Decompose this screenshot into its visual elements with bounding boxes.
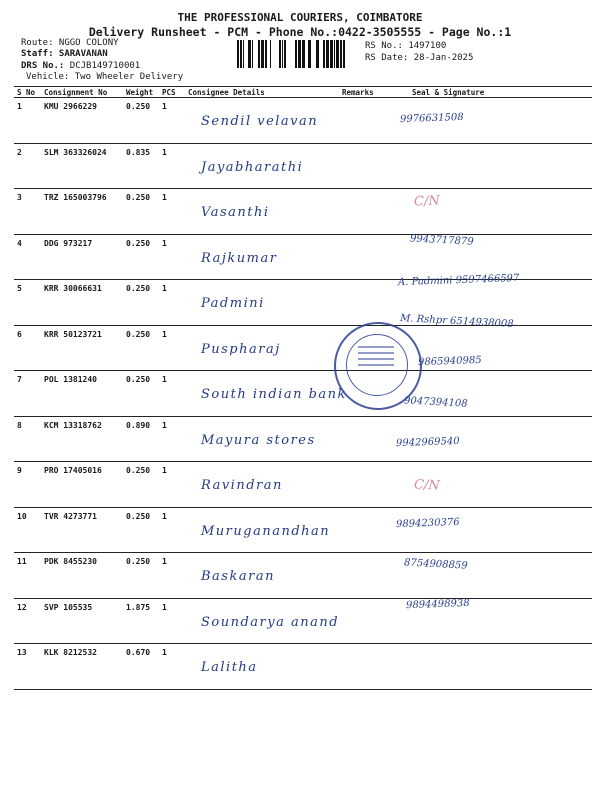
row-weight: 0.250 — [123, 98, 159, 144]
row-remarks — [339, 189, 396, 235]
row-signature: 9894230376 — [395, 516, 460, 531]
row-remarks — [339, 98, 396, 144]
barcode-bar — [298, 40, 301, 68]
row-pcs: 1 — [159, 234, 185, 280]
row-remarks — [339, 553, 396, 599]
row-remarks — [339, 416, 396, 462]
row-consignment-no: PRO 17405016 — [41, 462, 123, 508]
row-signature-cell — [396, 644, 592, 690]
barcode-bar — [316, 40, 319, 68]
barcode-bar — [323, 40, 325, 68]
row-weight: 0.250 — [123, 507, 159, 553]
row-signature: C/N — [413, 193, 440, 210]
col-header-consignee: Consignee Details — [185, 87, 339, 98]
row-signature: 9943717879 — [409, 232, 474, 248]
row-consignment-no: KLK 8212532 — [41, 644, 123, 690]
col-header-remarks: Remarks — [339, 87, 396, 98]
barcode-bar — [243, 40, 244, 68]
row-consignment-no: KMU 2966229 — [41, 98, 123, 144]
row-consignee-handwritten: Rajkumar — [201, 250, 278, 266]
col-header-pcs: PCS — [159, 87, 185, 98]
table-row — [14, 462, 592, 508]
row-signature: 9976631508 — [399, 111, 464, 126]
stamp-text-lines — [358, 342, 394, 370]
col-header-signature: Seal & Signature — [396, 87, 592, 98]
row-weight: 0.250 — [123, 325, 159, 371]
row-consignee-handwritten: Sendil velavan — [201, 114, 319, 129]
row-pcs: 1 — [159, 98, 185, 144]
barcode-bar — [308, 40, 311, 68]
row-signature: 9865940985 — [417, 354, 482, 369]
row-consignee-handwritten: Muruganandhan — [201, 523, 331, 539]
row-consignee-cell — [185, 325, 339, 371]
row-consignment-no: TVR 4273771 — [41, 507, 123, 553]
row-signature: M. Rshpr 6514938008 — [399, 312, 514, 330]
row-signature: 9894498938 — [405, 597, 470, 612]
row-weight: 0.250 — [123, 280, 159, 326]
row-remarks — [339, 234, 396, 280]
row-consignment-no: SVP 105535 — [41, 598, 123, 644]
table-row — [14, 553, 592, 599]
row-pcs: 1 — [159, 325, 185, 371]
row-signature: 9047394108 — [403, 394, 468, 410]
table-row — [14, 189, 592, 235]
row-weight: 0.250 — [123, 553, 159, 599]
row-pcs: 1 — [159, 553, 185, 599]
row-consignee-cell — [185, 234, 339, 280]
barcode-bar — [284, 40, 286, 68]
row-consignee-handwritten: Mayura stores — [201, 432, 316, 448]
row-weight: 0.250 — [123, 189, 159, 235]
barcode-bar — [279, 40, 281, 68]
table-row — [14, 371, 592, 417]
row-sno: 12 — [14, 598, 41, 644]
drs-number — [21, 61, 140, 71]
row-sno: 4 — [14, 234, 41, 280]
barcode-bar — [261, 40, 264, 68]
row-pcs: 1 — [159, 644, 185, 690]
table-header-row — [14, 87, 592, 98]
row-weight: 0.250 — [123, 371, 159, 417]
row-sno: 13 — [14, 644, 41, 690]
col-header-consignment: Consignment No — [41, 87, 123, 98]
row-consignee-cell — [185, 462, 339, 508]
runsheet-table — [14, 86, 592, 690]
row-consignee-cell — [185, 416, 339, 462]
row-consignment-no: DDG 973217 — [41, 234, 123, 280]
row-weight: 0.250 — [123, 462, 159, 508]
barcode-bar — [302, 40, 305, 68]
row-consignee-cell — [185, 507, 339, 553]
row-consignee-cell — [185, 371, 347, 417]
row-consignee-handwritten: Puspharaj — [201, 341, 281, 357]
row-consignment-no: PDK 8455230 — [41, 553, 123, 599]
barcode-bar — [258, 40, 260, 68]
row-sno: 11 — [14, 553, 41, 599]
row-consignment-no: KRR 30066631 — [41, 280, 123, 326]
row-sno: 6 — [14, 325, 41, 371]
row-consignee-handwritten: Ravindran — [201, 478, 283, 493]
row-consignee-cell — [185, 598, 339, 644]
row-consignee-cell — [185, 280, 339, 326]
row-weight: 0.835 — [123, 143, 159, 189]
row-consignment-no: POL 1381240 — [41, 371, 123, 417]
row-signature: 9942969540 — [395, 435, 460, 450]
row-consignee-cell — [185, 98, 339, 144]
company-title: THE PROFESSIONAL COURIERS, COIMBATORE — [177, 11, 423, 24]
barcode-bar — [270, 40, 271, 68]
row-consignment-no: SLM 363326024 — [41, 143, 123, 189]
row-consignee-handwritten: Padmini — [201, 296, 265, 311]
row-sno: 3 — [14, 189, 41, 235]
row-signature-cell — [396, 507, 592, 553]
barcode-bar — [240, 40, 242, 68]
row-pcs: 1 — [159, 280, 185, 326]
barcode — [237, 40, 357, 68]
row-sno: 5 — [14, 280, 41, 326]
row-consignee-cell — [185, 553, 339, 599]
table-row — [14, 644, 592, 690]
row-weight: 0.250 — [123, 234, 159, 280]
row-consignee-cell — [185, 143, 339, 189]
barcode-bar — [282, 40, 283, 68]
barcode-bar — [334, 40, 335, 68]
barcode-bar — [336, 40, 339, 68]
row-consignment-no: TRZ 165003796 — [41, 189, 123, 235]
drs-label: DRS No.: — [21, 61, 65, 71]
row-sno: 10 — [14, 507, 41, 553]
row-consignee-cell — [185, 644, 339, 690]
col-header-weight: Weight — [123, 87, 159, 98]
row-signature-cell — [396, 371, 592, 417]
table-row — [14, 598, 592, 644]
row-remarks — [339, 598, 396, 644]
table-row — [14, 325, 592, 371]
drs-value: DCJB149710001 — [69, 61, 141, 71]
row-remarks — [339, 143, 396, 189]
row-consignee-handwritten: Jayabharathi — [201, 159, 304, 175]
row-pcs: 1 — [159, 416, 185, 462]
row-weight: 1.875 — [123, 598, 159, 644]
staff-label: Staff: SARAVANAN — [21, 49, 108, 59]
row-remarks — [339, 644, 396, 690]
barcode-bar — [237, 40, 239, 68]
row-consignee-handwritten: South indian bank — [201, 387, 347, 402]
row-sno: 1 — [14, 98, 41, 144]
row-remarks — [339, 507, 396, 553]
row-consignee-cell — [185, 189, 339, 235]
row-weight: 0.670 — [123, 644, 159, 690]
table-row — [14, 98, 592, 144]
row-sno: 8 — [14, 416, 41, 462]
row-pcs: 1 — [159, 598, 185, 644]
barcode-bar — [326, 40, 329, 68]
col-header-sno: S No — [14, 87, 41, 98]
barcode-bar — [252, 40, 253, 68]
rs-number: RS No.: 1497100 — [365, 41, 447, 51]
row-pcs: 1 — [159, 462, 185, 508]
row-pcs: 1 — [159, 371, 185, 417]
row-pcs: 1 — [159, 143, 185, 189]
row-consignee-handwritten: Lalitha — [201, 660, 258, 675]
row-signature: 8754908859 — [403, 556, 468, 572]
table-row — [14, 507, 592, 553]
route-label: Route: NGGO COLONY — [21, 38, 119, 48]
table-row — [14, 143, 592, 189]
row-signature: A. Padmini 9597466597 — [397, 272, 520, 289]
row-pcs: 1 — [159, 189, 185, 235]
barcode-bar — [248, 40, 251, 68]
row-sno: 2 — [14, 143, 41, 189]
runsheet-subtitle: Delivery Runsheet - PCM - Phone No.:0422-3505555 - Page No.:1 — [88, 25, 512, 39]
vehicle-label: Vehicle: Two Wheeler Delivery — [26, 72, 184, 82]
rs-date: RS Date: 28-Jan-2025 — [365, 53, 474, 63]
row-remarks — [339, 462, 396, 508]
row-signature-cell — [396, 143, 592, 189]
barcode-bar — [340, 40, 342, 68]
barcode-bar — [265, 40, 267, 68]
row-sno: 7 — [14, 371, 41, 417]
row-weight: 0.890 — [123, 416, 159, 462]
row-consignment-no: KRR 50123721 — [41, 325, 123, 371]
row-consignee-handwritten: Soundarya anand — [201, 614, 340, 630]
row-pcs: 1 — [159, 507, 185, 553]
row-sno: 9 — [14, 462, 41, 508]
barcode-bar — [330, 40, 333, 68]
barcode-bar — [295, 40, 297, 68]
table-row — [14, 416, 592, 462]
row-signature: C/N — [413, 476, 441, 494]
row-remarks — [339, 280, 396, 326]
barcode-bar — [343, 40, 345, 68]
row-consignee-handwritten: Vasanthi — [201, 205, 270, 220]
row-consignee-handwritten: Baskaran — [201, 569, 275, 584]
row-consignment-no: KCM 13318762 — [41, 416, 123, 462]
